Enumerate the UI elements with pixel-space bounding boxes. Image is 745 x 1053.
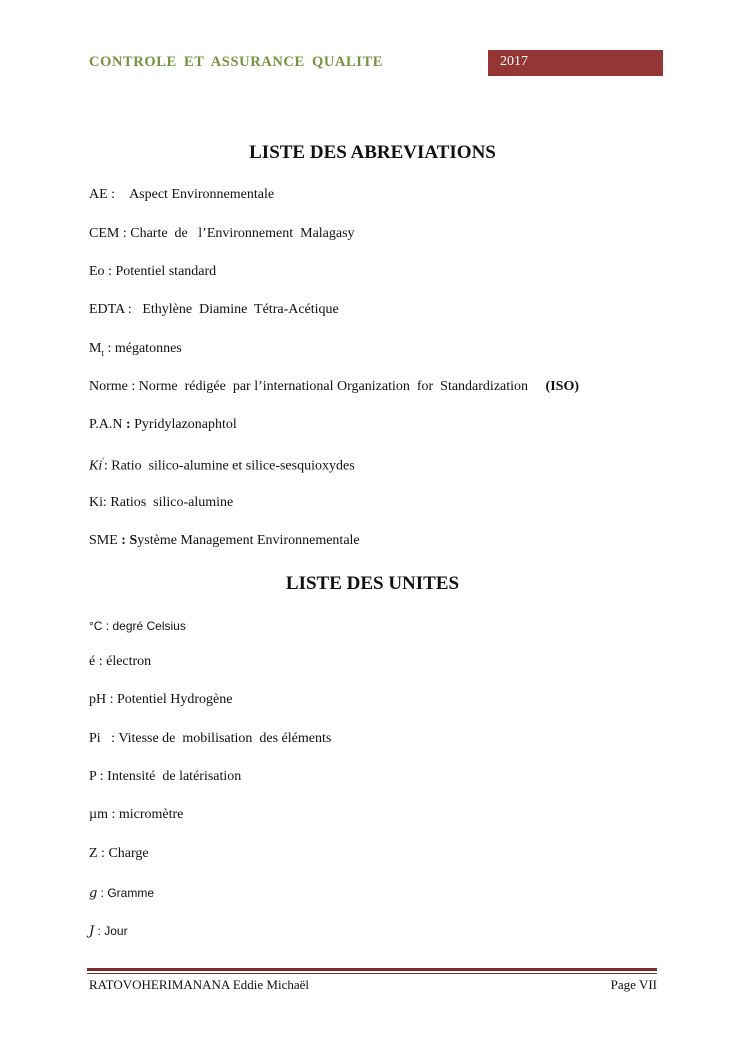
header-title: CONTROLE ET ASSURANCE QUALITE (89, 54, 384, 70)
unit-item (89, 924, 128, 939)
abbreviation-subscript: t (101, 347, 104, 358)
abbreviation-key: Ki (89, 458, 103, 474)
abbreviation-key: M (89, 341, 102, 356)
abbreviation-item: P.A.N : Pyridylazonaphtol (89, 417, 237, 432)
footer-author: RATOVOHERIMANANA Eddie Michaël (89, 977, 310, 992)
abbreviation-item: SME : Système Management Environnementale (89, 533, 360, 548)
abbreviation-value: Aspect Environnementale (129, 187, 275, 202)
abbreviation-key: P.A.N (89, 417, 123, 432)
abbreviation-key: CEM : (89, 226, 127, 241)
abbreviation-key: EDTA : (89, 302, 132, 317)
footer-page-number: Page VII (610, 977, 657, 992)
abbreviation-value: : Ratio silico-alumine et silice-sesquioxydes (103, 458, 355, 474)
unit-key: g (89, 886, 98, 901)
unit-value: : Gramme (97, 886, 154, 900)
unit-value: : Jour (94, 924, 128, 938)
abbreviation-key: Ki: (89, 495, 107, 510)
abbreviation-key: Eo : (89, 264, 112, 279)
unit-item (89, 886, 154, 901)
abbreviations-title: LISTE DES ABREVIATIONS (249, 142, 496, 163)
abbreviation-value: Ethylène Diamine Tétra-Acétique (142, 302, 339, 317)
footer-rule-thin (87, 973, 657, 974)
unit-item: Z : Charge (89, 846, 149, 861)
abbreviation-value: ystème Management Environnementale (137, 533, 360, 548)
abbreviation-key: SME (89, 533, 118, 548)
abbreviation-item: Norme : Norme rédigée par l’international Organization for Standardization (ISO) (89, 379, 579, 394)
abbreviation-value: : mégatonnes (107, 341, 182, 356)
abbreviation-key: AE : (89, 187, 116, 202)
unit-key: J (89, 924, 95, 939)
unit-item: °C : degré Celsius (89, 619, 186, 633)
unit-item: é : électron (89, 654, 152, 669)
abbreviation-suffix: ISO (550, 379, 575, 394)
abbreviation-item (89, 187, 274, 203)
unit-item: pH : Potentiel Hydrogène (89, 692, 233, 707)
abbreviation-value: Ratios silico-alumine (110, 495, 234, 510)
abbreviation-value: Potentiel standard (115, 264, 217, 279)
abbreviation-item (89, 456, 355, 475)
abbreviation-value: Norme rédigée par l’international Organization for Standardization (138, 379, 529, 394)
abbreviation-superscript: ' (102, 456, 104, 466)
unit-item: µm : micromètre (89, 807, 184, 822)
abbreviation-item (89, 495, 233, 511)
footer-rule-thick (87, 968, 657, 971)
header-year: 2017 (488, 50, 663, 76)
abbreviation-item (89, 341, 182, 358)
abbreviation-value: Charte de l’Environnement Malagasy (130, 226, 355, 241)
unit-item: P : Intensité de latérisation (89, 769, 242, 784)
abbreviation-key: Norme : (89, 379, 136, 394)
abbreviation-item (89, 226, 355, 242)
abbreviation-item (89, 264, 216, 280)
unit-item: Pi : Vitesse de mobilisation des éléments (89, 731, 332, 746)
abbreviation-value: Pyridylazonaphtol (134, 417, 237, 432)
units-title: LISTE DES UNITES (285, 573, 460, 594)
abbreviation-item (89, 302, 339, 318)
abbreviation-bold-initial: S (129, 533, 138, 548)
